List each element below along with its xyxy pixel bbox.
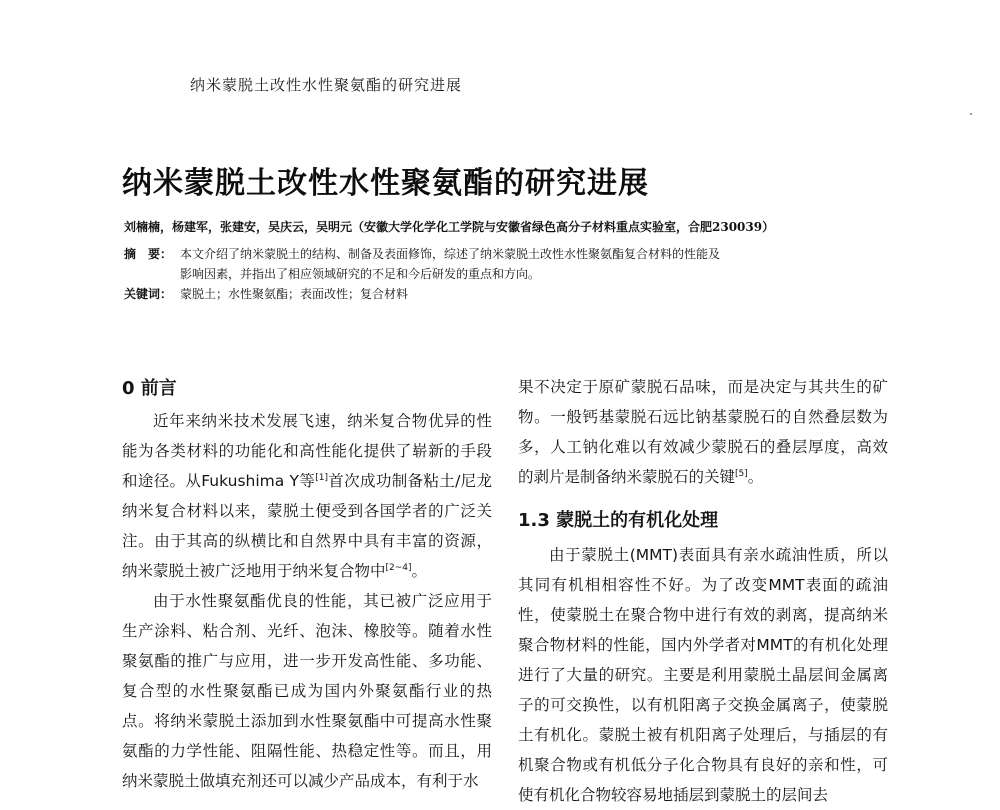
citation-ref: [2~4] bbox=[385, 562, 412, 573]
authors-affiliation: 刘楠楠，杨建军，张建安，吴庆云，吴明元（安徽大学化学化工学院与安徽省绿色高分子材料重点实验室，合肥230039） bbox=[124, 220, 775, 234]
abstract-label: 摘 要： bbox=[124, 247, 173, 261]
section-heading-1-3: 1.3 蒙脱土的有机化处理 bbox=[518, 510, 719, 531]
section-heading-intro: 0 前言 bbox=[122, 378, 177, 399]
keywords-label: 关键词： bbox=[124, 287, 173, 301]
intro-paragraph-1 bbox=[122, 406, 492, 586]
abstract-row bbox=[124, 244, 844, 284]
scan-speck bbox=[970, 113, 972, 115]
keywords-row bbox=[124, 284, 844, 304]
right-paragraph-2: 由于蒙脱土(MMT)表面具有亲水疏油性质，所以其同有机相相容性不好。为了改变MMT表面的疏油性，使蒙脱土在聚合物中进行有效的剥离，提高纳米聚合物材料的性能，国内外学者对MMT的有机化处理进行了大量的研究。主要是利用蒙脱土晶层间金属离子的可交换性，以有机阳离子交换金属离子，使蒙脱土有机化。蒙脱土被有机阳离子处理后，与插层的有机聚合物或有机低分子化合物具有良好的亲和性，可使有机化合物较容易地插层到蒙脱土的层间去 bbox=[518, 546, 888, 804]
citation-ref: [5] bbox=[735, 468, 748, 479]
paper-title: 纳米蒙脱土改性水性聚氨酯的研究进展 bbox=[122, 166, 649, 201]
abstract-block bbox=[124, 244, 844, 304]
abstract-line-2: 影响因素，并指出了相应领域研究的不足和今后研发的重点和方向。 bbox=[180, 267, 541, 281]
right-p1-text-b: 。 bbox=[747, 468, 764, 486]
intro-p1-text-a: 近年来纳米技术发展飞速，纳米复合物优异的性能为各类材料的功能化和高性能化提供了崭新的手段和途径。从Fukushima Y等 bbox=[122, 412, 492, 490]
running-header: 纳米蒙脱土改性水性聚氨酯的研究进展 bbox=[190, 76, 463, 94]
abstract-text bbox=[180, 244, 820, 284]
right-paragraph-1 bbox=[518, 372, 888, 492]
citation-ref: [1] bbox=[315, 472, 328, 483]
intro-paragraph-2: 由于水性聚氨酯优良的性能，其已被广泛应用于生产涂料、粘合剂、光纤、泡沫、橡胶等。随着水性聚氨酯的推广与应用，进一步开发高性能、多功能、复合型的水性聚氨酯已成为国内外聚氨酯行业的热点。将纳米蒙脱土添加到水性聚氨酯中可提高水性聚氨酯的力学性能、阻隔性能、热稳定性等。而且，用纳米蒙脱土做填充剂还可以减少产品成本，有利于水 bbox=[122, 592, 492, 790]
abstract-line-1: 本文介绍了纳米蒙脱土的结构、制备及表面修饰，综述了纳米蒙脱土改性水性聚氨酯复合材料的性能及 bbox=[180, 247, 721, 261]
left-column bbox=[122, 372, 492, 796]
intro-p1-text-b: 首次成功制备粘土/尼龙纳米复合材料以来，蒙脱土便受到各国学者的广泛关注。由于其高的纵横比和自然界中具有丰富的资源，纳米蒙脱土被广泛地用于纳米复合物中 bbox=[122, 472, 492, 580]
right-p1-text-a: 果不决定于原矿蒙脱石品味，而是决定与其共生的矿物。一般钙基蒙脱石远比钠基蒙脱石的自然叠层数为多，人工钠化难以有效减少蒙脱石的叠层厚度，高效的剥片是制备纳米蒙脱石的关键 bbox=[518, 378, 888, 486]
right-column bbox=[518, 372, 888, 810]
keywords-text: 蒙脱土；水性聚氨酯；表面改性；复合材料 bbox=[180, 287, 409, 301]
intro-p1-text-c: 。 bbox=[411, 562, 428, 580]
